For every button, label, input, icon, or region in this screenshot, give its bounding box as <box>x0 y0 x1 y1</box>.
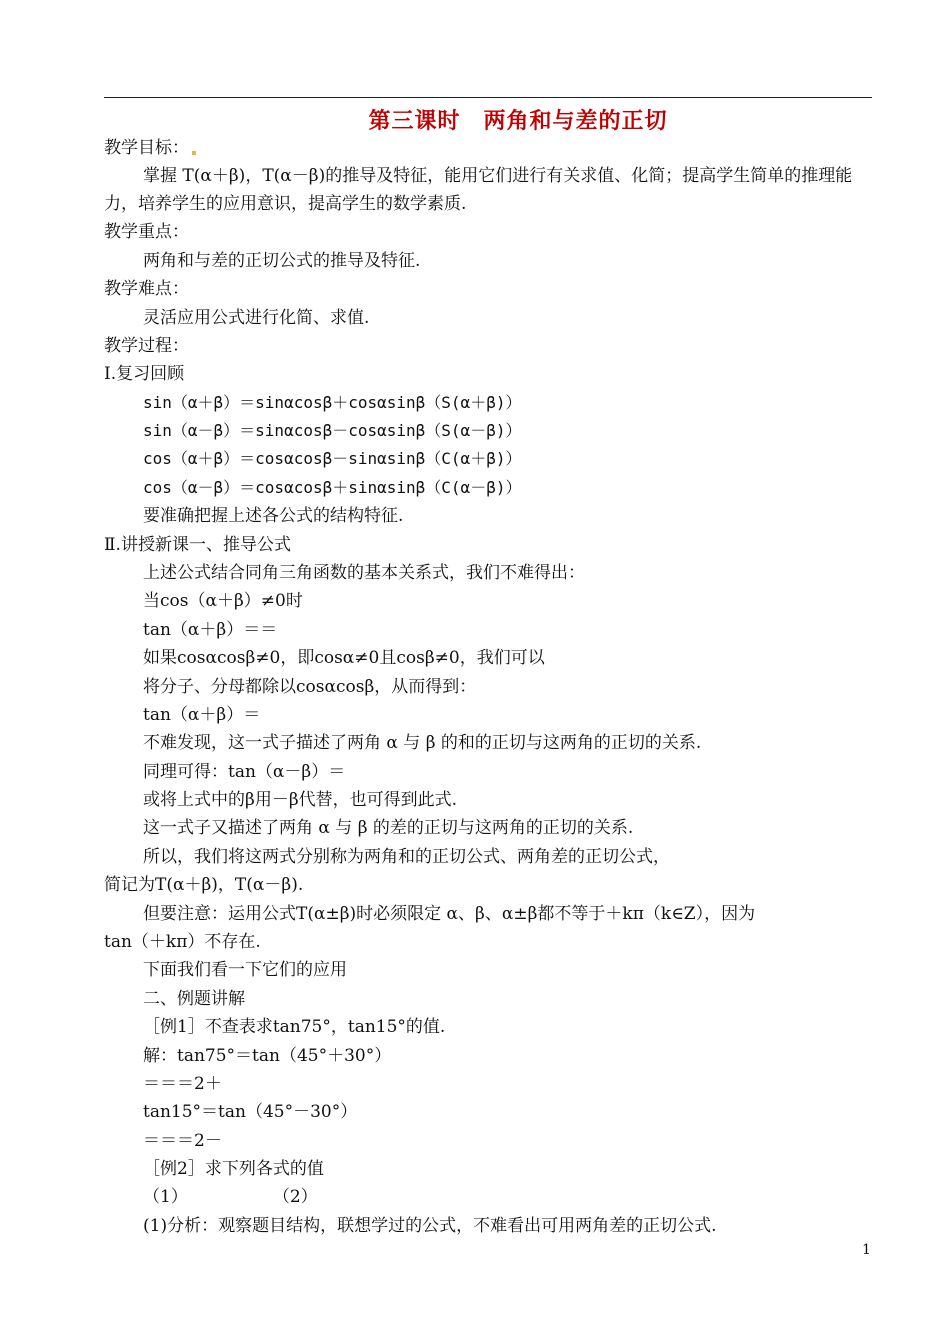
section-heading: Ⅱ.讲授新课一、推导公式 <box>104 535 291 555</box>
text-line: 所以，我们将这两式分别称为两角和的正切公式、两角差的正切公式， <box>143 847 670 867</box>
example-line: ［例2］求下列各式的值 <box>143 1159 324 1179</box>
example-line: ［例1］不查表求tan75°，tan15°的值. <box>143 1017 446 1037</box>
text-line: tan（α＋β）＝ <box>143 705 261 725</box>
example-line: （1） （2） <box>143 1187 318 1207</box>
text-line: 下面我们看一下它们的应用 <box>143 960 347 980</box>
text-line: 灵活应用公式进行化简、求值. <box>143 308 370 328</box>
text-line: 教学过程： <box>104 336 189 356</box>
text-line: tan（α＋β）＝＝ <box>143 620 278 640</box>
formula-line: sin（α－β）＝sinαcosβ－cosαsinβ（S(α－β)） <box>143 421 522 440</box>
text-line: 力，培养学生的应用意识，提高学生的数学素质. <box>104 194 467 214</box>
page-number: 1 <box>862 1242 871 1258</box>
text-line: 简记为T(α＋β)，T(α－β). <box>104 875 304 895</box>
formula-line: cos（α－β）＝cosαcosβ＋sinαsinβ（C(α－β)） <box>143 478 522 497</box>
text-line: tan（＋kπ）不存在. <box>104 932 261 952</box>
example-line: tan15°＝tan（45°－30°） <box>143 1102 358 1122</box>
section-heading: 二、例题讲解 <box>143 989 245 1009</box>
formula-line: sin（α＋β）＝sinαcosβ＋cosαsinβ（S(α＋β)） <box>143 393 522 412</box>
formula-line: cos（α＋β）＝cosαcosβ－sinαsinβ（C(α＋β)） <box>143 449 522 468</box>
text-line: 同理可得：tan（α－β）＝ <box>143 762 346 782</box>
example-line: ＝＝＝2－ <box>143 1131 222 1151</box>
page-title: 第三课时 两角和与差的正切 <box>368 108 668 134</box>
text-line: 教学难点： <box>104 279 189 299</box>
section-heading: Ⅰ.复习回顾 <box>104 364 185 384</box>
header-rule <box>104 97 872 98</box>
text-line: 不难发现，这一式子描述了两角 α 与 β 的和的正切与这两角的正切的关系. <box>143 733 702 753</box>
text-line: 掌握 T(α＋β)，T(α－β)的推导及特征，能用它们进行有关求值、化简；提高学生简单的推理能 <box>143 166 853 186</box>
text-line: 这一式子又描述了两角 α 与 β 的差的正切与这两角的正切的关系. <box>143 818 634 838</box>
example-line: 解：tan75°＝tan（45°＋30°） <box>143 1046 392 1066</box>
text-line: 两角和与差的正切公式的推导及特征. <box>143 251 421 271</box>
text-line: 当cos（α＋β）≠0时 <box>143 591 303 611</box>
text-line: 教学目标： <box>104 138 196 158</box>
example-line: (1)分析：观察题目结构，联想学过的公式，不难看出可用两角差的正切公式. <box>143 1216 717 1236</box>
text-line: 但要注意：运用公式T(α±β)时必须限定 α、β、α±β都不等于＋kπ（k∈Z），因为 <box>143 904 756 924</box>
text-line: 上述公式结合同角三角函数的基本关系式，我们不难得出： <box>143 563 585 583</box>
example-line: ＝＝＝2＋ <box>143 1074 222 1094</box>
text-line: 将分子、分母都除以cosαcosβ，从而得到： <box>143 677 477 697</box>
text-line: 教学重点： <box>104 222 189 242</box>
text-line: 或将上式中的β用－β代替，也可得到此式. <box>143 790 458 810</box>
text-line: 要准确把握上述各公式的结构特征. <box>143 506 404 526</box>
text-line: 如果cosαcosβ≠0，即cosα≠0且cosβ≠0，我们可以 <box>143 648 545 668</box>
mark-dot <box>192 151 196 155</box>
